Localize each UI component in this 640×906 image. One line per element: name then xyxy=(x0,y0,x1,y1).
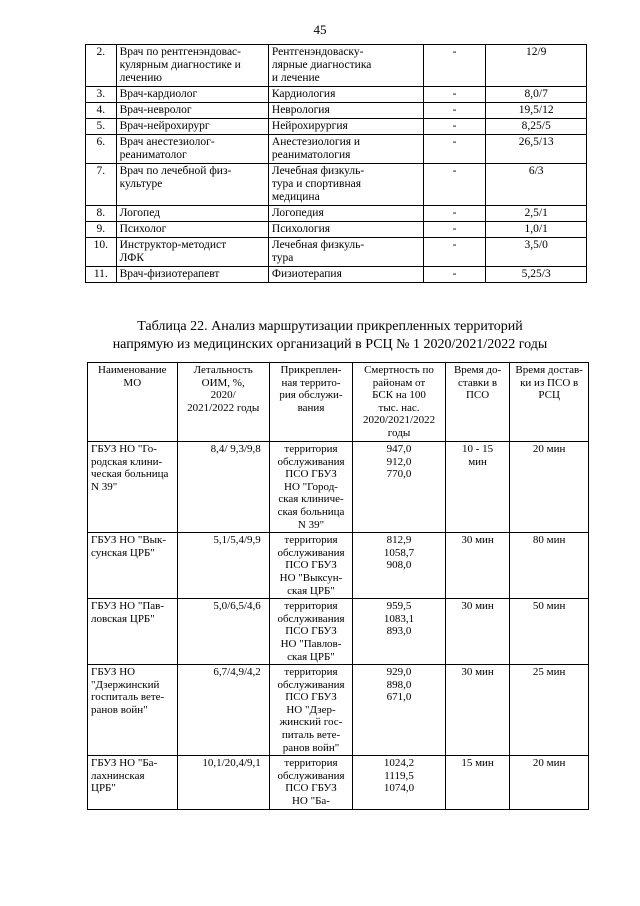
row-number: 2. xyxy=(86,45,117,87)
row-number: 8. xyxy=(86,206,117,222)
table-row xyxy=(86,103,587,119)
lethality-cell: 8,4/ 9,3/9,8 xyxy=(177,442,269,533)
mo-name-cell: ГБУЗ НО "Го- родская клини- ческая больница N 39" xyxy=(88,442,178,533)
position-cell: Врач-нейрохирург xyxy=(116,119,268,135)
position-cell: Инструктор-методист ЛФК xyxy=(116,238,268,267)
dash-cell: - xyxy=(423,206,486,222)
row-number: 6. xyxy=(86,135,117,164)
delivery-to-rsc-cell: 80 мин xyxy=(510,533,589,599)
territory-cell: территория обслуживания ПСО ГБУЗ НО "Дзер- жинский гос- питаль вете- ранов войн" xyxy=(269,665,352,756)
row-number: 11. xyxy=(86,267,117,283)
mortality-cell: 959,5 1083,1 893,0 xyxy=(353,599,446,665)
delivery-to-rsc-cell: 20 мин xyxy=(510,442,589,533)
column-header: Время до- ставки в ПСО xyxy=(445,363,509,442)
value-cell: 5,25/3 xyxy=(486,267,587,283)
lethality-cell: 5,1/5,4/9,9 xyxy=(177,533,269,599)
specialty-cell: Лечебная физкуль- тура xyxy=(268,238,423,267)
territory-cell: территория обслуживания ПСО ГБУЗ НО "Город- ская клиниче- ская больница N 39" xyxy=(269,442,352,533)
row-number: 10. xyxy=(86,238,117,267)
position-cell: Психолог xyxy=(116,222,268,238)
dash-cell: - xyxy=(423,135,486,164)
lethality-cell: 6,7/4,9/4,2 xyxy=(177,665,269,756)
dash-cell: - xyxy=(423,119,486,135)
mo-name-cell: ГБУЗ НО "Ба- лахнинская ЦРБ" xyxy=(88,756,178,809)
row-number: 4. xyxy=(86,103,117,119)
lethality-cell: 10,1/20,4/9,1 xyxy=(177,756,269,809)
specialty-cell: Логопедия xyxy=(268,206,423,222)
table-row xyxy=(86,119,587,135)
specialty-cell: Рентгенэндоваску- лярные диагностика и лечение xyxy=(268,45,423,87)
delivery-to-pso-cell: 30 мин xyxy=(445,599,509,665)
value-cell: 8,0/7 xyxy=(486,87,587,103)
territory-cell: территория обслуживания ПСО ГБУЗ НО "Ба- xyxy=(269,756,352,809)
page-number: 45 xyxy=(313,22,327,37)
caption-line-2: напрямую из медицинских организаций в РСЦ № 1 2020/2021/2022 годы xyxy=(112,337,548,352)
row-number: 3. xyxy=(86,87,117,103)
table-row xyxy=(86,238,587,267)
specialty-cell: Неврология xyxy=(268,103,423,119)
value-cell: 26,5/13 xyxy=(486,135,587,164)
value-cell: 2,5/1 xyxy=(486,206,587,222)
value-cell: 3,5/0 xyxy=(486,238,587,267)
position-cell: Врач по рентгенэндовас- кулярным диагностике и лечению xyxy=(116,45,268,87)
territory-cell: территория обслуживания ПСО ГБУЗ НО "Павлов- ская ЦРБ" xyxy=(269,599,352,665)
specialty-cell: Нейрохирургия xyxy=(268,119,423,135)
specialty-cell: Кардиология xyxy=(268,87,423,103)
row-number: 9. xyxy=(86,222,117,238)
value-cell: 1,0/1 xyxy=(486,222,587,238)
dash-cell: - xyxy=(423,267,486,283)
value-cell: 8,25/5 xyxy=(486,119,587,135)
value-cell: 12/9 xyxy=(486,45,587,87)
dash-cell: - xyxy=(423,45,486,87)
column-header: Наименование МО xyxy=(88,363,178,442)
row-number: 7. xyxy=(86,164,117,206)
table-row xyxy=(86,267,587,283)
table-row xyxy=(88,533,589,599)
specialty-cell: Анестезиология и реаниматология xyxy=(268,135,423,164)
header-row xyxy=(88,363,589,442)
table-row xyxy=(88,665,589,756)
table-row xyxy=(88,599,589,665)
mortality-cell: 947,0 912,0 770,0 xyxy=(353,442,446,533)
value-cell: 6/3 xyxy=(486,164,587,206)
table-row xyxy=(86,45,587,87)
routing-table xyxy=(87,362,589,810)
table-caption xyxy=(60,318,600,354)
delivery-to-rsc-cell: 50 мин xyxy=(510,599,589,665)
lethality-cell: 5,0/6,5/4,6 xyxy=(177,599,269,665)
dash-cell: - xyxy=(423,222,486,238)
position-cell: Логопед xyxy=(116,206,268,222)
value-cell: 19,5/12 xyxy=(486,103,587,119)
table-row xyxy=(86,164,587,206)
dash-cell: - xyxy=(423,103,486,119)
table-row xyxy=(86,206,587,222)
mortality-cell: 929,0 898,0 671,0 xyxy=(353,665,446,756)
delivery-to-rsc-cell: 25 мин xyxy=(510,665,589,756)
column-header: Прикреплен- ная террито- рия обслужи- вания xyxy=(269,363,352,442)
caption-line-1: Таблица 22. Анализ маршрутизации прикрепленных территорий xyxy=(137,319,523,334)
mortality-cell: 1024,2 1119,5 1074,0 xyxy=(353,756,446,809)
position-cell: Врач-кардиолог xyxy=(116,87,268,103)
specialty-cell: Психология xyxy=(268,222,423,238)
territory-cell: территория обслуживания ПСО ГБУЗ НО "Выксун- ская ЦРБ" xyxy=(269,533,352,599)
specialty-cell: Физиотерапия xyxy=(268,267,423,283)
mortality-cell: 812,9 1058,7 908,0 xyxy=(353,533,446,599)
dash-cell: - xyxy=(423,164,486,206)
column-header: Смертность по районам от БСК на 100 тыс. нас. 2020/2021/2022 годы xyxy=(353,363,446,442)
mo-name-cell: ГБУЗ НО "Дзержинский госпиталь вете- ранов войн" xyxy=(88,665,178,756)
dash-cell: - xyxy=(423,238,486,267)
position-cell: Врач по лечебной физ- культуре xyxy=(116,164,268,206)
delivery-to-pso-cell: 10 - 15 мин xyxy=(445,442,509,533)
position-cell: Врач-невролог xyxy=(116,103,268,119)
staff-table xyxy=(85,44,587,283)
mo-name-cell: ГБУЗ НО "Вык- сунская ЦРБ" xyxy=(88,533,178,599)
delivery-to-rsc-cell: 20 мин xyxy=(510,756,589,809)
dash-cell: - xyxy=(423,87,486,103)
position-cell: Врач анестезиолог- реаниматолог xyxy=(116,135,268,164)
mo-name-cell: ГБУЗ НО "Пав- ловская ЦРБ" xyxy=(88,599,178,665)
column-header: Время достав- ки из ПСО в РСЦ xyxy=(510,363,589,442)
table-row xyxy=(86,222,587,238)
row-number: 5. xyxy=(86,119,117,135)
delivery-to-pso-cell: 15 мин xyxy=(445,756,509,809)
position-cell: Врач-физиотерапевт xyxy=(116,267,268,283)
column-header: Летальность ОИМ, %, 2020/ 2021/2022 годы xyxy=(177,363,269,442)
delivery-to-pso-cell: 30 мин xyxy=(445,665,509,756)
specialty-cell: Лечебная физкуль- тура и спортивная медицина xyxy=(268,164,423,206)
table-row xyxy=(88,756,589,809)
table-row xyxy=(88,442,589,533)
table-row xyxy=(86,87,587,103)
delivery-to-pso-cell: 30 мин xyxy=(445,533,509,599)
table-row xyxy=(86,135,587,164)
